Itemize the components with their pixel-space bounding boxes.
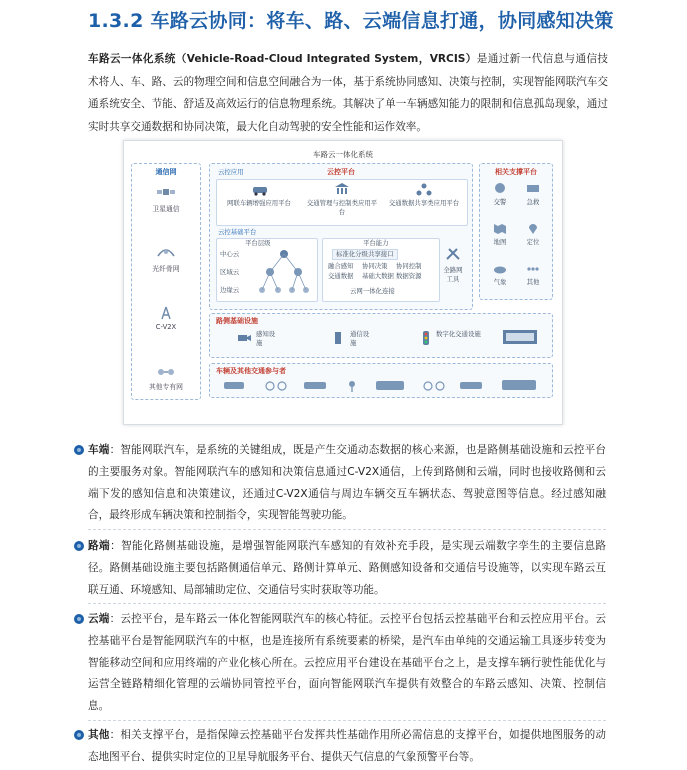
ambulance-icon xyxy=(525,182,541,195)
cloud-app-label: 云控应用 xyxy=(218,168,244,176)
bullet-other xyxy=(88,725,606,769)
comm-device-icon xyxy=(330,330,346,346)
tier-edge: 边缘云 xyxy=(220,286,240,294)
cloud-base-label: 云控基础平台 xyxy=(218,228,257,236)
weather-icon xyxy=(492,262,508,275)
vehicle-head: 车辆及其他交通参与者 xyxy=(216,367,286,375)
support-item-ambulance: 急救 xyxy=(518,182,548,206)
support-platform-box xyxy=(479,163,553,300)
divider xyxy=(88,529,606,530)
signal-board-icon xyxy=(502,328,538,348)
bullet-text: ：智能化路侧基础设施，是增强智能网联汽车感知的有效补充手段，是实现云端数字孪生的主要信息路径。路侧基础设施主要包括路侧通信单元、路侧计算单元、路侧感知设备和交通信号设施等，以实现车路云互联互通、环境感知、局部辅助定位、交通信号实时获取等功能。 xyxy=(88,540,606,596)
antenna-icon xyxy=(156,304,176,320)
tiers-label: 平台层级 xyxy=(245,239,271,247)
cloud-app-1: 交通管理与控制类应用平台 xyxy=(306,199,378,216)
cloud-platform-box xyxy=(209,163,473,310)
bullet-dot-icon xyxy=(74,445,84,455)
vehicle-box xyxy=(209,363,553,398)
lane-item-fiber: 光纤骨网 xyxy=(132,244,200,273)
cloud-app-2: 交通数据共享类应用平台 xyxy=(388,199,460,207)
system-diagram xyxy=(123,140,563,425)
section-heading: 1.3.2 车路云协同：将车、路、云端信息打通，协同感知决策 xyxy=(88,10,614,32)
road-item-comm: 通信设施 xyxy=(350,330,370,347)
lane-item-cv2x: C-V2X xyxy=(132,304,200,331)
camera-icon xyxy=(236,330,252,346)
support-item-location: 定位 xyxy=(518,222,548,246)
road-item-sensing: 感知设施 xyxy=(256,330,276,347)
bullet-text: ：云控平台，是车路云一体化智能网联汽车的核心特征。云控平台包括云控基础平台和云控应用平台。云控基础平台是智能网联汽车的中枢，也是连接所有系统要素的桥梁，是汽车由单纯的交通运输工具逐步转变为智能移动空间和应用终端的产业化核心所在。云控应用平台建设在基础平台之上，是支撑车辆行驶性能优化与运营全链路精细化管理的云端协同管控平台，面向智能网联汽车提供有效整合的车路云感知、决策、控制信息。 xyxy=(88,613,606,713)
road-item-digital: 数字化交通设施 xyxy=(436,330,481,338)
support-item-weather: 气象 xyxy=(485,262,515,286)
location-icon xyxy=(525,222,541,235)
bullet-road xyxy=(88,536,606,601)
lane-item-private: 其他专有网 xyxy=(132,362,200,391)
cloud-platform-head: 云控平台 xyxy=(327,168,355,176)
bullet-dot-icon xyxy=(74,614,84,624)
support-item-police: 交警 xyxy=(485,182,515,206)
intro-term: 车路云一体化系统（Vehicle-Road-Cloud Integrated System，VRCIS） xyxy=(88,53,477,65)
cap-5: 数据资源 xyxy=(396,272,422,280)
intro-text: 是通过新一代信息与通信技术将人、车、路、云的物理空间和信息空间融合为一体，基于系统协同感知、决策与控制，实现智能网联汽车交通系统安全、节能、舒适及高效运行的信息物理系统。其解决了单一车辆感知能力的限制和信息孤岛现象，通过实时共享交通数据和协同决策，最大化自动驾驶的安全性能和运作效率。 xyxy=(88,53,609,133)
tier-center: 中心云 xyxy=(220,250,240,258)
bullet-text: ：相关支撑平台，是指保障云控基础平台发挥共性基础作用所必需信息的支撑平台，如提供地图服务的动态地图平台、提供实时定位的卫星导航服务平台、提供天气信息的气象预警平台等。 xyxy=(88,729,606,763)
cap-0: 融合感知 xyxy=(328,262,354,270)
bullet-term: 其他 xyxy=(88,729,110,741)
cloud-tier-graph xyxy=(256,248,312,296)
bullet-dot-icon xyxy=(74,730,84,740)
divider xyxy=(88,603,606,604)
map-icon xyxy=(492,222,508,235)
satellite-icon xyxy=(156,184,176,200)
lane-item-satellite: 卫星通信 xyxy=(132,184,200,213)
bullet-term: 车端 xyxy=(88,444,110,456)
bullet-cloud xyxy=(88,609,606,718)
cap-2: 协同控制 xyxy=(396,262,422,270)
intro-paragraph xyxy=(88,48,608,138)
traffic-light-icon xyxy=(418,330,434,346)
interface-label: 标准化分级共享接口 xyxy=(332,249,398,260)
cap-3: 交通数据 xyxy=(328,272,354,280)
support-item-map: 地图 xyxy=(485,222,515,246)
data-share-icon xyxy=(416,182,432,196)
other-icon xyxy=(525,262,541,275)
cloud-app-0: 网联车辆增强应用平台 xyxy=(227,199,291,207)
roadside-head: 路侧基础设施 xyxy=(216,317,258,325)
cap-4: 基础大数据 xyxy=(362,272,394,280)
tier-region: 区域云 xyxy=(220,268,240,276)
fiber-icon xyxy=(156,244,176,260)
cap-1: 协同决策 xyxy=(362,262,388,270)
network-icon xyxy=(156,362,176,378)
vehicle-row-icon xyxy=(218,376,544,394)
bullet-term: 云端 xyxy=(88,613,110,625)
comm-network-head: 通信网 xyxy=(155,168,177,176)
cloud-net-label: 云网一体化连接 xyxy=(350,287,395,295)
support-head: 相关支撑平台 xyxy=(495,168,537,176)
side-tool-label: 全路网工具 xyxy=(443,266,463,283)
support-item-other: 其他 xyxy=(518,262,548,286)
tool-icon xyxy=(444,246,462,262)
bullet-dot-icon xyxy=(74,541,84,551)
capability-label: 平台能力 xyxy=(363,239,389,247)
traffic-app-icon xyxy=(334,182,350,196)
bullet-term: 路端 xyxy=(88,540,111,552)
police-icon xyxy=(492,182,508,195)
bullet-text: ：智能网联汽车，是系统的关键组成，既是产生交通动态数据的核心来源，也是路侧基础设施和云控平台的主要服务对象。智能网联汽车的感知和决策信息通过C-V2X通信，上传到路侧和云端，同时也接收路侧和云端下发的感知信息和决策建议，还通过C-V2X通信与周边车辆交互车辆状态、驾驶意图等信息。经过感知融合，最终形成车辆决策和控制指令，实现智能驾驶功能。 xyxy=(88,444,606,522)
roadside-box xyxy=(209,313,553,358)
car-app-icon xyxy=(252,182,268,196)
comm-network-lane xyxy=(131,163,201,400)
bullet-vehicle xyxy=(88,440,606,527)
divider xyxy=(88,720,606,721)
diagram-title: 车路云一体化系统 xyxy=(313,150,373,159)
